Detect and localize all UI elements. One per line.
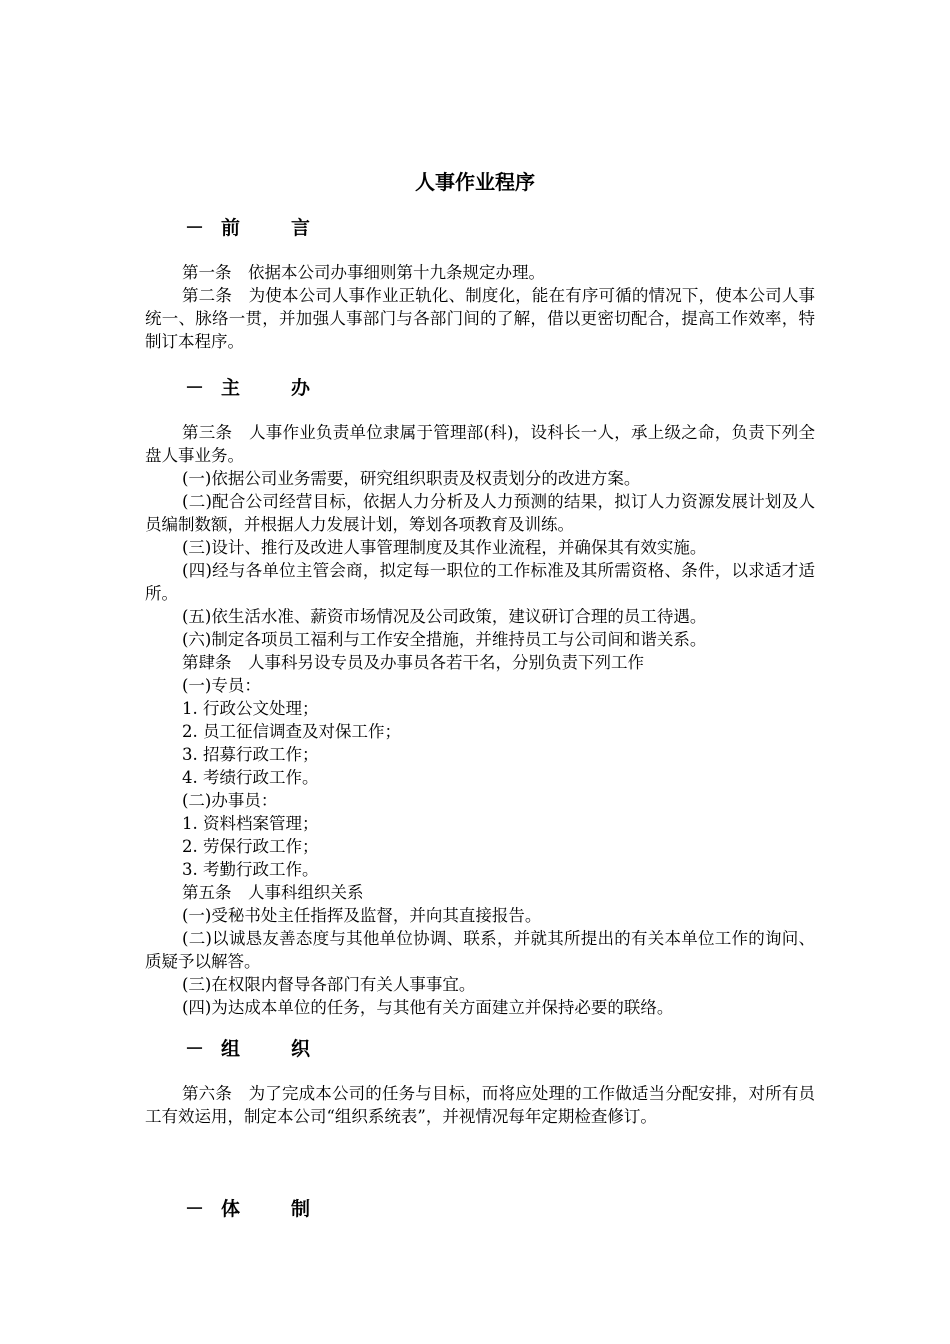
list-item: (五)依生活水准、薪资市场情况及公司政策，建议研订合理的员工待遇。 bbox=[182, 607, 707, 626]
list-item: (四)为达成本单位的任务，与其他有关方面建立并保持必要的联络。 bbox=[182, 998, 674, 1017]
article-3: 第三条 人事作业负责单位隶属于管理部(科)，设科长一人，承上级之命，负责下列全盘人事业务。 bbox=[145, 423, 815, 465]
list-item: (六)制定各项员工福利与工作安全措施，并维持员工与公司间和谐关系。 bbox=[182, 630, 707, 649]
list-item: 1. 行政公文处理； bbox=[182, 699, 319, 718]
section-heading-system bbox=[185, 1197, 310, 1221]
heading-dash: － bbox=[185, 1038, 205, 1060]
list-item: (四)经与各单位主管会商，拟定每一职位的工作标准及其所需资格、条件，以求适才适所。 bbox=[145, 561, 815, 603]
list-item: (一)受秘书处主任指挥及监督，并向其直接报告。 bbox=[182, 906, 542, 925]
list-item: 3. 招募行政工作； bbox=[182, 745, 319, 764]
list-item: 2. 劳保行政工作； bbox=[182, 837, 319, 856]
heading-char: 体 bbox=[221, 1198, 241, 1220]
section-body-preface bbox=[145, 261, 815, 353]
section-heading-preface bbox=[185, 216, 310, 240]
heading-dash: － bbox=[185, 377, 205, 399]
list-item: (二)办事员： bbox=[182, 791, 278, 810]
article-5: 第五条 人事科组织关系 bbox=[182, 883, 364, 902]
article-1: 第一条 依据本公司办事细则第十九条规定办理。 bbox=[182, 263, 545, 282]
list-item: (二)以诚恳友善态度与其他单位协调、联系，并就其所提出的有关本单位工作的询问、质疑予以解答。 bbox=[145, 929, 815, 971]
list-item: 3. 考勤行政工作。 bbox=[182, 860, 319, 879]
list-item: (一)依据公司业务需要，研究组织职责及权责划分的改进方案。 bbox=[182, 469, 641, 488]
list-item: 4. 考绩行政工作。 bbox=[182, 768, 319, 787]
section-heading-host bbox=[185, 376, 310, 400]
heading-dash: － bbox=[185, 217, 205, 239]
list-item: (三)设计、推行及改进人事管理制度及其作业流程，并确保其有效实施。 bbox=[182, 538, 707, 557]
heading-char: 前 bbox=[221, 217, 241, 239]
list-item: 1. 资料档案管理； bbox=[182, 814, 319, 833]
list-item: (一)专员： bbox=[182, 676, 261, 695]
section-body-organization bbox=[145, 1082, 815, 1128]
section-body-host bbox=[145, 421, 815, 1019]
heading-char: 组 bbox=[221, 1038, 241, 1060]
heading-dash: － bbox=[185, 1198, 205, 1220]
article-2: 第二条 为使本公司人事作业正轨化、制度化，能在有序可循的情况下，使本公司人事统一、脉络一贯，并加强人事部门与各部门间的了解，借以更密切配合，提高工作效率，特制订本程序。 bbox=[145, 286, 815, 351]
list-item: (三)在权限内督导各部门有关人事事宜。 bbox=[182, 975, 476, 994]
heading-char: 言 bbox=[291, 217, 311, 239]
heading-char: 主 bbox=[221, 377, 241, 399]
list-item: 2. 员工征信调查及对保工作； bbox=[182, 722, 401, 741]
article-6: 第六条 为了完成本公司的任务与目标，而将应处理的工作做适当分配安排，对所有员工有效运用，制定本公司“组织系统表”，并视情况每年定期检查修订。 bbox=[145, 1084, 815, 1126]
heading-char: 织 bbox=[291, 1038, 311, 1060]
list-item: (二)配合公司经营目标，依据人力分析及人力预测的结果，拟订人力资源发展计划及人员编制数额，并根据人力发展计划，筹划各项教育及训练。 bbox=[145, 492, 815, 534]
document-title: 人事作业程序 bbox=[415, 170, 535, 194]
article-4: 第肆条 人事科另设专员及办事员各若干名，分别负责下列工作 bbox=[182, 653, 644, 672]
heading-char: 制 bbox=[291, 1198, 311, 1220]
section-heading-organization bbox=[185, 1037, 310, 1061]
heading-char: 办 bbox=[291, 377, 311, 399]
